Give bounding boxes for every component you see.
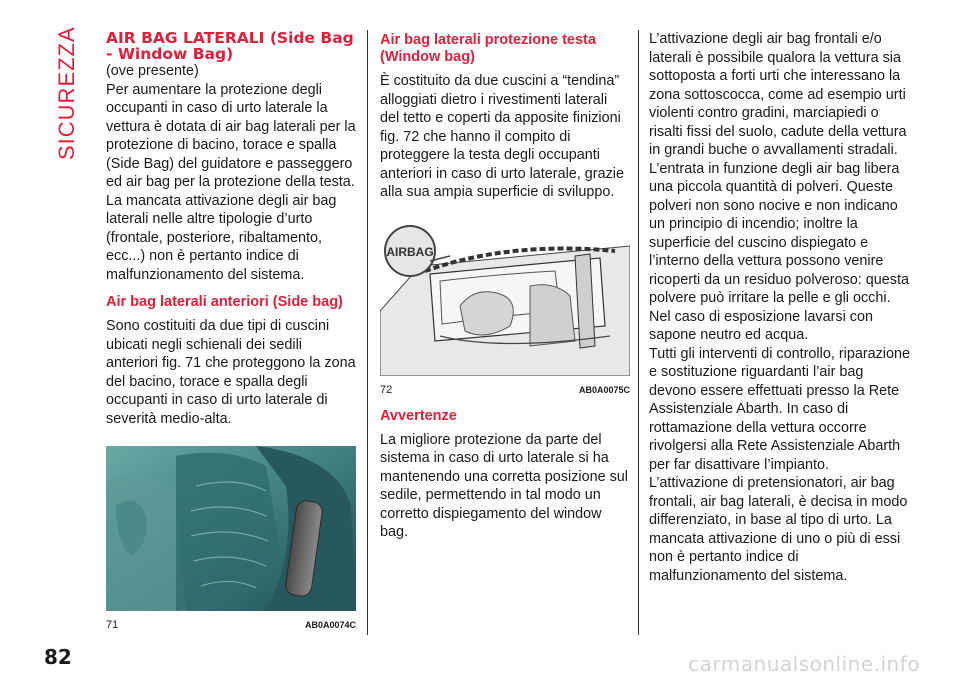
- warning-paragraph: La migliore protezione da parte del sistema in caso di urto laterale si ha mantenendo una corretta posizione sul sedile, permettendo in tal modo un corretto dispiegamento del window bag.: [380, 431, 628, 540]
- figure-72-number: 72: [380, 383, 393, 396]
- figure-71-code: AB0A0074C: [304, 620, 356, 630]
- column-1: [106, 30, 356, 631]
- window-bag-illustration: [380, 216, 630, 376]
- activation-paragraph: L’attivazione degli air bag frontali e/o laterali è possibile qualora la vettura sia sottoposta a forti urti che interessano la zona sottoscocca, come ad esempio urti violenti contro gradini, marciapiedi o risalti fissi del suolo, cadute della vettura in grandi buche o avvallamenti stradali.: [649, 31, 907, 158]
- seat-side-bag-illustration: [106, 446, 356, 611]
- service-paragraph: Tutti gli interventi di controllo, riparazione e sostituzione riguardanti l’air bag devono essere effettuati presso la Rete Assistenziale Abarth. In caso di rottamazione della vettura occorre rivolgersi alla Rete Assistenziale Abarth per far disattivare l’impianto.: [649, 345, 911, 473]
- airbag-label: AIRBAG: [386, 244, 434, 259]
- watermark: carmanualsonline.info: [688, 652, 920, 676]
- column-divider-2: [638, 30, 639, 635]
- powder-paragraph: L’entrata in funzione degli air bag libera una piccola quantità di polveri. Queste polveri non sono nocive e non indicano un principio di incendio; inoltre la superficie del cuscino dispiegato e l’interno della vettura possono venire ricoperti da un residuo polveroso: questa polvere può irritare la pelle e gli occhi. Nel caso di esposizione lavarsi con sapone neutro ed acqua.: [649, 160, 909, 343]
- window-bag-paragraph: È costituito da due cuscini a “tendina” alloggiati dietro i rivestimenti laterali del tetto e coperti da apposite finizioni fig. 72 che hanno il compito di proteggere la testa degli occupanti anteriori in caso di urto laterale, grazie alla sua ampia superficie di sviluppo.: [380, 73, 624, 200]
- section-title: AIR BAG LATERALI (Side Bag - Window Bag): [106, 29, 354, 63]
- column-divider-1: [367, 30, 368, 635]
- warning-heading: Avvertenze: [380, 407, 457, 424]
- figure-71-caption: [106, 619, 356, 631]
- window-bag-heading: Air bag laterali protezione testa (Window bag): [380, 32, 596, 65]
- figure-71: [106, 446, 356, 631]
- column-3: [649, 30, 914, 585]
- column-2: [380, 30, 630, 542]
- figure-72-caption: [380, 384, 630, 396]
- section-subtitle: (ove presente): [106, 63, 199, 79]
- page-number: 82: [44, 645, 72, 669]
- intro-paragraph: Per aumentare la protezione degli occupanti in caso di urto laterale la vettura è dotata di air bag laterali per la protezione di bacino, torace e spalla (Side Bag) del guidatore e passeggero ed air bag per la protezione della testa. La mancata attivazione degli air bag laterali nelle altre tipologie d’urto (frontale, posteriore, ribaltamento, ecc...) non è pertanto indice di malfunzionamento del sistema.: [106, 81, 356, 283]
- figure-72: [380, 216, 630, 396]
- section-tab-label: SICUREZZA: [54, 26, 79, 160]
- figure-72-code: AB0A0075C: [578, 384, 630, 395]
- front-side-bag-heading: Air bag laterali anteriori (Side bag): [106, 294, 343, 310]
- section-tab: [50, 26, 80, 162]
- differentiated-activation-paragraph: L’attivazione di pretensionatori, air bag frontali, air bag laterali, è decisa in modo differenziato, in base al tipo di urto. La mancata attivazione di uno o più di essi non è pertanto indice di malfunzionamento del sistema.: [649, 475, 908, 584]
- figure-71-number: 71: [106, 619, 119, 631]
- front-side-bag-paragraph: Sono costituiti da due tipi di cuscini ubicati negli schienali dei sedili anteriori fig. 71 che proteggono la zona del bacino, torace e spalla degli occupanti in caso di urto laterale di severità medio-alta.: [106, 318, 356, 427]
